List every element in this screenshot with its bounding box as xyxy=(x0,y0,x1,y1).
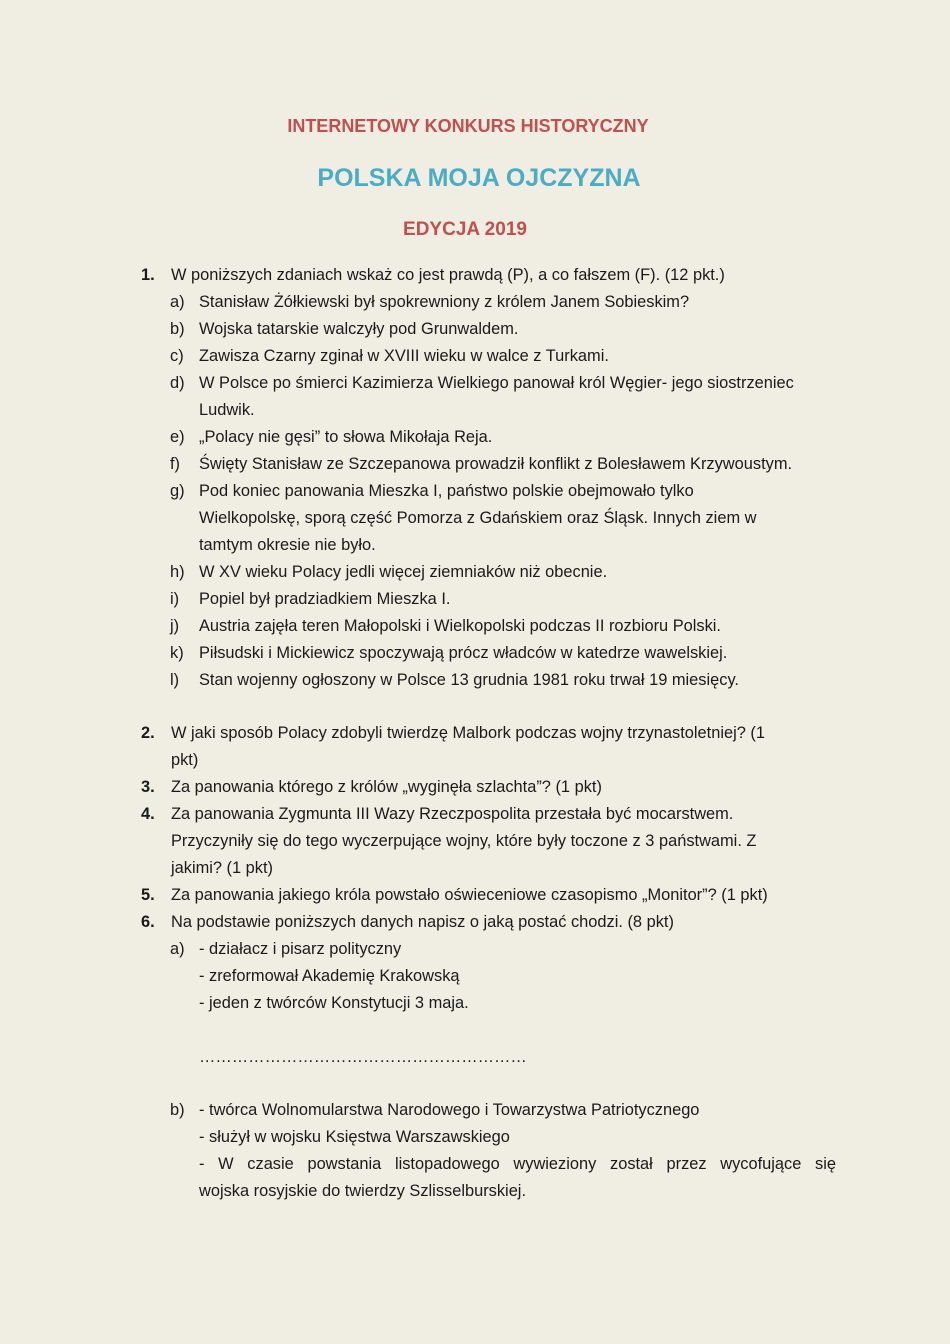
item-letter: a) xyxy=(170,293,185,311)
item-text: Stanisław Żółkiewski był spokrewniony z królem Janem Sobieskim? xyxy=(199,293,690,311)
item-letter: g) xyxy=(170,482,185,500)
question-text: Przyczyniły się do tego wyczerpujące wojny, które były toczone z 3 państwami. Z xyxy=(171,832,757,850)
item-text: W Polsce po śmierci Kazimierza Wielkiego panował król Węgier- jego siostrzeniec xyxy=(199,374,794,392)
question-text: W jaki sposób Polacy zdobyli twierdzę Malbork podczas wojny trzynastoletniej? (1 xyxy=(171,724,765,742)
question-text: Na podstawie poniższych danych napisz o jaką postać chodzi. (8 pkt) xyxy=(171,913,674,931)
question-text: jakimi? (1 pkt) xyxy=(171,859,274,877)
clue-text: - działacz i pisarz polityczny xyxy=(199,940,402,958)
clue-text: - W czasie powstania listopadowego wywieziony został przez wycofujące się xyxy=(199,1155,836,1173)
item-letter: i) xyxy=(170,590,180,608)
clue-text: - zreformował Akademię Krakowską xyxy=(199,967,460,985)
clue-text: - jeden z twórców Konstytucji 3 maja. xyxy=(199,994,469,1012)
item-text: Piłsudski i Mickiewicz spoczywają prócz władców w katedrze wawelskiej. xyxy=(199,644,728,662)
question-text: W poniższych zdaniach wskaż co jest prawdą (P), a co fałszem (F). (12 pkt.) xyxy=(171,266,725,284)
question-number: 5. xyxy=(141,886,155,904)
item-letter: f) xyxy=(170,455,181,473)
answer-line: …………………………………………………… xyxy=(199,1048,527,1066)
item-text: Wojska tatarskie walczyły pod Grunwaldem. xyxy=(199,320,519,338)
item-text: Zawisza Czarny zginał w XVIII wieku w walce z Turkami. xyxy=(199,347,609,365)
question-text: Za panowania którego z królów „wyginęła szlachta”? (1 pkt) xyxy=(171,778,602,796)
item-text: Pod koniec panowania Mieszka I, państwo polskie obejmowało tylko xyxy=(199,482,694,500)
item-text: tamtym okresie nie było. xyxy=(199,536,376,554)
item-letter: h) xyxy=(170,563,185,581)
item-text: Wielkopolskę, sporą część Pomorza z Gdańskiem oraz Śląsk. Innych ziem w xyxy=(199,509,757,527)
clue-text: wojska rosyjskie do twierdzy Szlisselburskiej. xyxy=(199,1182,527,1200)
item-text: Austria zajęła teren Małopolski i Wielkopolski podczas II rozbioru Polski. xyxy=(199,617,721,635)
question-text: Za panowania Zygmunta III Wazy Rzeczpospolita przestała być mocarstwem. xyxy=(171,805,734,823)
item-text: Stan wojenny ogłoszony w Polsce 13 grudnia 1981 roku trwał 19 miesięcy. xyxy=(199,671,739,689)
item-text: Ludwik. xyxy=(199,401,255,419)
item-text: W XV wieku Polacy jedli więcej ziemniaków niż obecnie. xyxy=(199,563,608,581)
question-number: 1. xyxy=(141,266,155,284)
item-letter: j) xyxy=(170,617,180,635)
contest-title: INTERNETOWY KONKURS HISTORYCZNY xyxy=(287,116,649,136)
question-number: 4. xyxy=(141,805,155,823)
question-number: 2. xyxy=(141,724,155,742)
question-text: Za panowania jakiego króla powstało oświeceniowe czasopismo „Monitor”? (1 pkt) xyxy=(171,886,768,904)
question-text: pkt) xyxy=(171,751,199,769)
item-letter: c) xyxy=(170,347,184,365)
question-number: 3. xyxy=(141,778,155,796)
question-number: 6. xyxy=(141,913,155,931)
clue-text: - twórca Wolnomularstwa Narodowego i Towarzystwa Patriotycznego xyxy=(199,1101,700,1119)
item-text: Popiel był pradziadkiem Mieszka I. xyxy=(199,590,451,608)
item-letter: e) xyxy=(170,428,185,446)
item-letter: l) xyxy=(170,671,180,689)
edition-label: EDYCJA 2019 xyxy=(403,219,527,240)
item-letter: b) xyxy=(170,1101,185,1119)
item-text: Święty Stanisław ze Szczepanowa prowadził konflikt z Bolesławem Krzywoustym. xyxy=(199,455,793,473)
item-text: „Polacy nie gęsi” to słowa Mikołaja Reja. xyxy=(199,428,493,446)
item-letter: d) xyxy=(170,374,185,392)
item-letter: k) xyxy=(170,644,184,662)
item-letter: b) xyxy=(170,320,185,338)
item-letter: a) xyxy=(170,940,185,958)
clue-text: - służył w wojsku Księstwa Warszawskiego xyxy=(199,1128,510,1146)
contest-subtitle: POLSKA MOJA OJCZYZNA xyxy=(317,164,641,192)
